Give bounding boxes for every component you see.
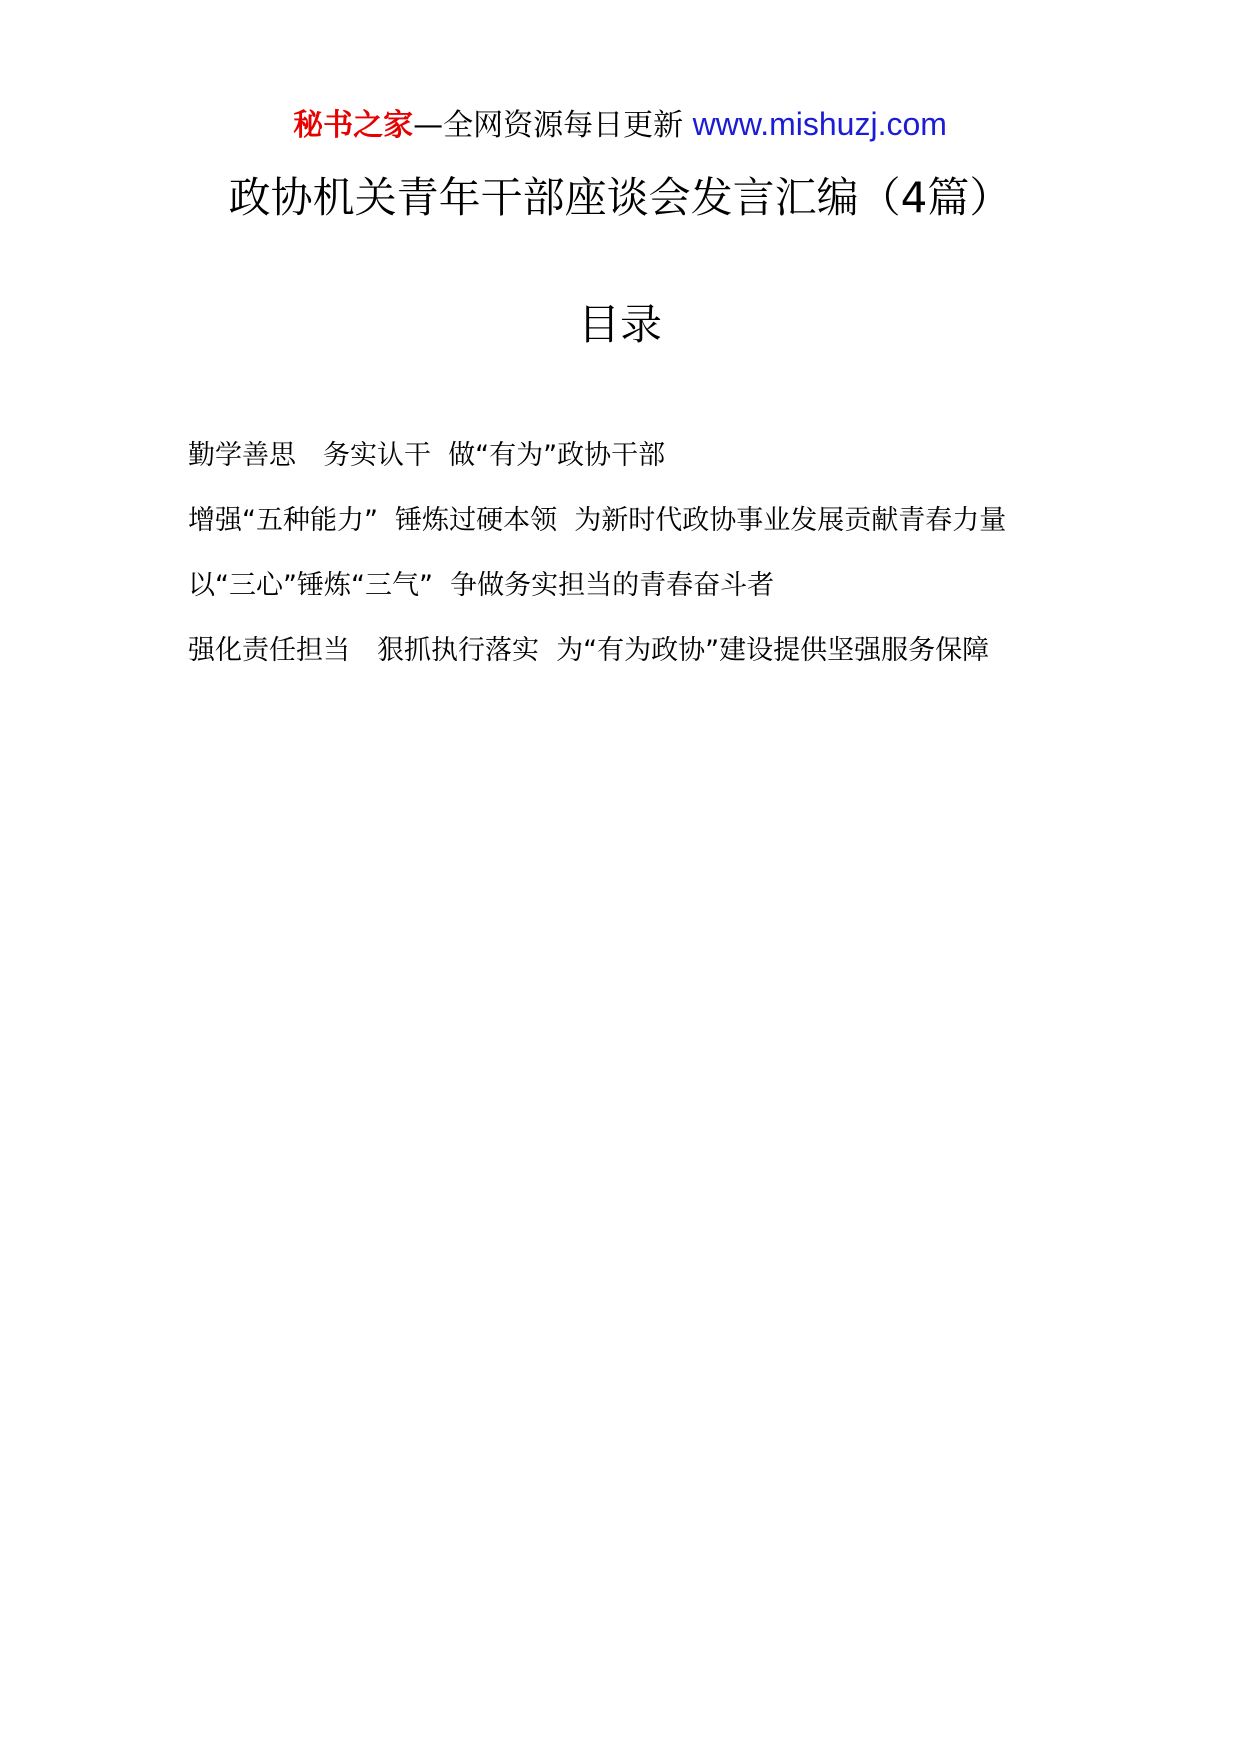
table-of-contents — [188, 423, 1068, 683]
brand-name: 秘书之家 — [293, 108, 414, 143]
toc-heading: 目录 — [577, 300, 662, 349]
toc-item-4[interactable]: 强化责任担当 狠抓执行落实 为“有为政协”建设提供坚强服务保障 — [188, 635, 990, 666]
toc-item-3[interactable]: 以“三心”锤炼“三气” 争做务实担当的青春奋斗者 — [188, 570, 775, 601]
toc-item-2[interactable]: 增强“五种能力” 锤炼过硬本领 为新时代政协事业发展贡献青春力量 — [188, 505, 1007, 536]
document-title: 政协机关青年干部座谈会发言汇编（4篇） — [228, 173, 1012, 222]
site-url-link[interactable]: www.mishuzj.com — [692, 106, 947, 142]
toc-item-1[interactable]: 勤学善思 务实认干 做“有为”政协干部 — [188, 440, 666, 471]
site-slogan: —全网资源每日更新 — [413, 108, 684, 143]
site-header — [0, 102, 1240, 148]
